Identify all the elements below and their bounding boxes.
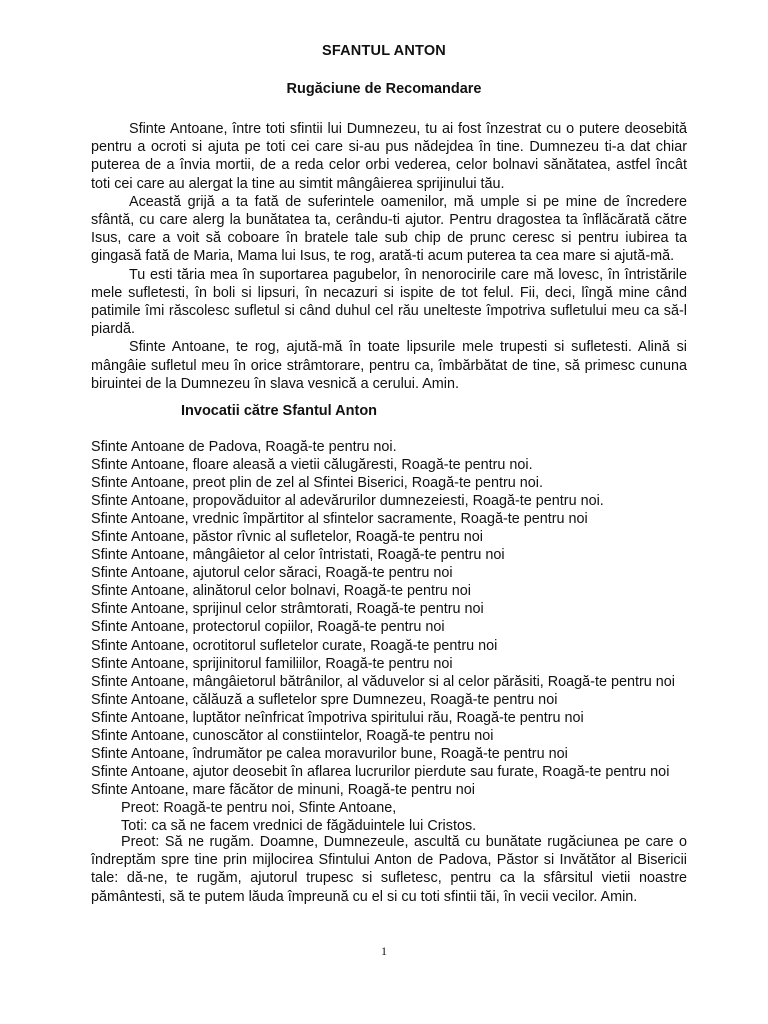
invocation-line: Sfinte Antoane, propovăduitor al adevărurilor dumnezeiesti, Roagă-te pentru noi.: [91, 493, 604, 510]
prayer-paragraph: Această grijă a ta fată de suferintele oamenilor, mă umple si pe mine de încredere sfântă, cu care alerg la bunătatea ta, cerându-ti ajutor. Pentru dragostea ta înflăcărată către Isus, care a voit să coboare în bratele tale sub chip de prunc ceresc si pentru iubirea ta gingasă fată de Maria, Mama lui Isus, te rog, arată-ti acum puterea ta cea mare si ajută-mă.: [91, 193, 687, 265]
invocation-line: Sfinte Antoane, mângâietorul bătrânilor, al văduvelor si al celor părăsiti, Roagă-te pentru noi: [91, 673, 675, 690]
recommendation-prayer: [91, 120, 687, 393]
prayer-paragraph: Sfinte Antoane, te rog, ajută-mă în toate lipsurile mele trupesti si sufletesti. Alină si mângâie sufletul meu în orice strâmtorare, pentru ca, îmbărbătat de tine, să primesc cununa biruintei de la Dumnezeu în slava vesnică a cerului. Amin.: [91, 339, 687, 392]
all-response-line: Toti: ca să ne facem vrednici de făgăduintele lui Cristos.: [121, 817, 477, 834]
invocation-line: Sfinte Antoane, alinătorul celor bolnavi, Roagă-te pentru noi: [91, 583, 472, 600]
prayer-paragraph: Sfinte Antoane, între toti sfintii lui Dumnezeu, tu ai fost înzestrat cu o putere deosebită pentru a ocroti si ajuta pe toti cei care si-au pus nădejdea în tine. Dumnezeu ti-a dat chiar puterea de a învia mortii, de a reda celor orbi vederea, celor bolnavi sănătatea, astfel încât toti cei care au alergat la tine au simtit mângâierea sprijinului tău.: [91, 121, 687, 192]
invocation-line: Sfinte Antoane de Padova, Roagă-te pentru noi.: [91, 439, 397, 455]
priest-response-line: Preot: Roagă-te pentru noi, Sfinte Antoane,: [121, 799, 397, 816]
invocation-line: Sfinte Antoane, vrednic împărtitor al sfintelor sacramente, Roagă-te pentru noi: [91, 511, 588, 528]
invocations-heading: Invocatii către Sfantul Anton: [181, 403, 378, 419]
invocation-line: Sfinte Antoane, ajutor deosebit în aflarea lucrurilor pierdute sau furate, Roagă-te pentru noi: [91, 763, 670, 780]
invocation-line: Sfinte Antoane, cunoscător al constiintelor, Roagă-te pentru noi: [91, 727, 494, 744]
invocation-line: Sfinte Antoane, sprijinul celor strâmtorati, Roagă-te pentru noi: [91, 601, 484, 618]
invocation-line: Sfinte Antoane, ocrotitorul sufletelor curate, Roagă-te pentru noi: [91, 637, 498, 654]
prayer-paragraph: Tu esti tăria mea în suportarea pagubelor, în nenorocirile care mă lovesc, în întristările mele sufletesti, în boli si lipsuri, în necazuri si ispite de tot felul. Fii, deci, lîngă mine când patimile îmi răscolesc sufletul si când duhul cel rău unelteste împotriva sufletului meu ca să-l piardă.: [91, 266, 687, 338]
invocation-line: Sfinte Antoane, floare aleasă a vietii călugăresti, Roagă-te pentru noi.: [91, 457, 533, 474]
page-number: 1: [381, 944, 387, 958]
invocation-line: Sfinte Antoane, sprijinitorul familiilor, Roagă-te pentru noi: [91, 655, 453, 672]
invocation-line: Sfinte Antoane, protectorul copiilor, Roagă-te pentru noi: [91, 619, 445, 636]
invocation-line: Sfinte Antoane, călăuză a sufletelor spre Dumnezeu, Roagă-te pentru noi: [91, 691, 558, 708]
prayer-subtitle: Rugăciune de Recomandare: [286, 81, 482, 97]
invocation-line: Sfinte Antoane, păstor rîvnic al sufletelor, Roagă-te pentru noi: [91, 529, 483, 546]
invocations-list: [91, 438, 731, 835]
invocation-line: Sfinte Antoane, preot plin de zel al Sfintei Biserici, Roagă-te pentru noi.: [91, 475, 543, 492]
invocation-line: Sfinte Antoane, mare făcător de minuni, Roagă-te pentru noi: [91, 781, 475, 798]
invocation-line: Sfinte Antoane, ajutorul celor săraci, Roagă-te pentru noi: [91, 565, 453, 582]
invocation-line: Sfinte Antoane, îndrumător pe calea moravurilor bune, Roagă-te pentru noi: [91, 745, 568, 762]
document-title: SFANTUL ANTON: [322, 43, 446, 59]
invocation-line: Sfinte Antoane, luptător neînfricat împotriva spiritului rău, Roagă-te pentru noi: [91, 709, 584, 726]
invocation-line: Sfinte Antoane, mângâietor al celor întristati, Roagă-te pentru noi: [91, 547, 505, 564]
closing-prayer: Preot: Să ne rugăm. Doamne, Dumnezeule, ascultă cu bunătate rugăciunea pe care o îndreptăm spre tine prin mijlocirea Sfintului Anton de Padova, Păstor si Invătător al Bisericii tale: dă-ne, te rugăm, ajutorul trupesc si sufletesc, pentru ca la sfârsitul vietii noastre pământesti, să te putem lăuda împreună cu el si cu toti sfintii tăi, în vecii vecilor. Amin.: [91, 834, 687, 905]
